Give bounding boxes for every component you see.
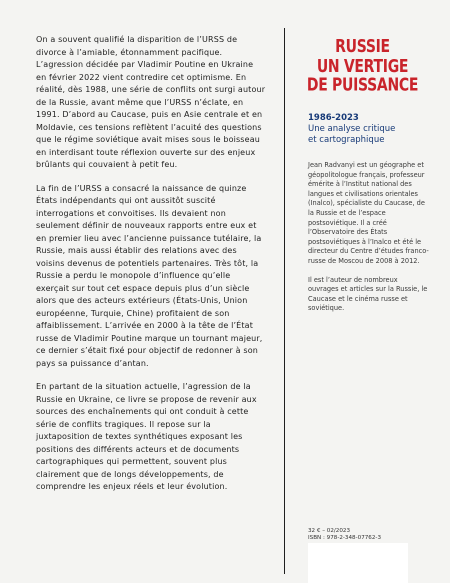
barcode-area: [308, 543, 408, 583]
title-line-1: RUSSIE: [335, 36, 390, 57]
subtitle-line-1: Une analyse critique: [308, 124, 396, 134]
book-subtitle: [308, 113, 430, 146]
author-bio-paragraph-2: Il est l’auteur de nombreux ouvrages et articles sur la Russie, le Caucase et le cinéma russe et soviétique.: [308, 275, 428, 313]
subtitle-years: 1986-2023: [308, 113, 359, 123]
blurb-column: [36, 34, 266, 505]
blurb-paragraph-3: En partant de la situation actuelle, l’agression de la Russie en Ukraine, ce livre se propose de revenir aux sources des enchaînements qui ont conduit à cette série de conflits tragiques. Il repose sur la juxtaposition de textes synthétiques exposant les positions des différents acteurs et de documents cartographiques qui permettent, souvent plus clairement que de longs développements, de comprendre les enjeux réels et leur évolution.: [36, 382, 257, 491]
blurb-paragraph-2: La fin de l’URSS a consacré la naissance de quinze États indépendants qui ont aussitôt suscité interrogations et convoitises. Ils devaient non seulement définir de nouveaux rapports entre eux et en premier lieu avec l’ancienne puissance tutélaire, la Russie, mais aussi établir des relations avec des voisins devenus de potentiels partenaires. Très tôt, la Russie a perdu le monopole d’influence qu’elle exerçait sur tout cet espace depuis plus d’un siècle alors que des acteurs extérieurs (États-Unis, Union européenne, Turquie, Chine) profitaient de son affaiblissement. L’arrivée en 2000 à la tête de l’État russe de Vladimir Poutine marque un tournant majeur, ce dernier s’était fixé pour objectif de redonner à son pays sa puissance d’antan.: [36, 183, 263, 368]
column-divider: [284, 28, 285, 574]
author-bio-paragraph-1: Jean Radvanyi est un géographe et géopolitologue français, professeur émérite à l’Institut national des langues et civilisations orientales (Inalco), spécialiste du Caucase, de la Russie et de l’espace postsoviétique. Il a créé l’Observatoire des États postsoviétiques à l’Inalco et été le directeur du Centre d’études franco-russe de Moscou de 2008 à 2012.: [308, 161, 429, 265]
title-line-2: UN VERTIGE: [316, 56, 409, 77]
book-title: [300, 38, 425, 96]
isbn: ISBN : 978-2-348-07762-3: [308, 535, 382, 541]
blurb-paragraph-1: On a souvent qualifié la disparition de l’URSS de divorce à l’amiable, étonnamment pacifique. L’agression décidée par Vladimir Poutine en Ukraine en février 2022 vient contredire cet optimisme. En réalité, dès 1988, une série de conflits ont surgi autour de la Russie, avant même que l’URSS n’éclate, en 1991. D’abord au Caucase, puis en Asie centrale et en Moldavie, ces tensions reflètent l’acuité des questions que le régime soviétique avait mises sous le boisseau en interdisant toute réflexion ouverte sur des enjeux brûlants qui couvaient à petit feu.: [36, 35, 266, 169]
title-block: [300, 30, 425, 96]
price-date: 32 € – 02/2023: [308, 528, 351, 534]
price-isbn: [308, 528, 428, 542]
title-line-3: DE PUISSANCE: [306, 75, 419, 96]
author-bio: [308, 161, 430, 323]
subtitle-line-2: et cartographique: [308, 135, 385, 145]
